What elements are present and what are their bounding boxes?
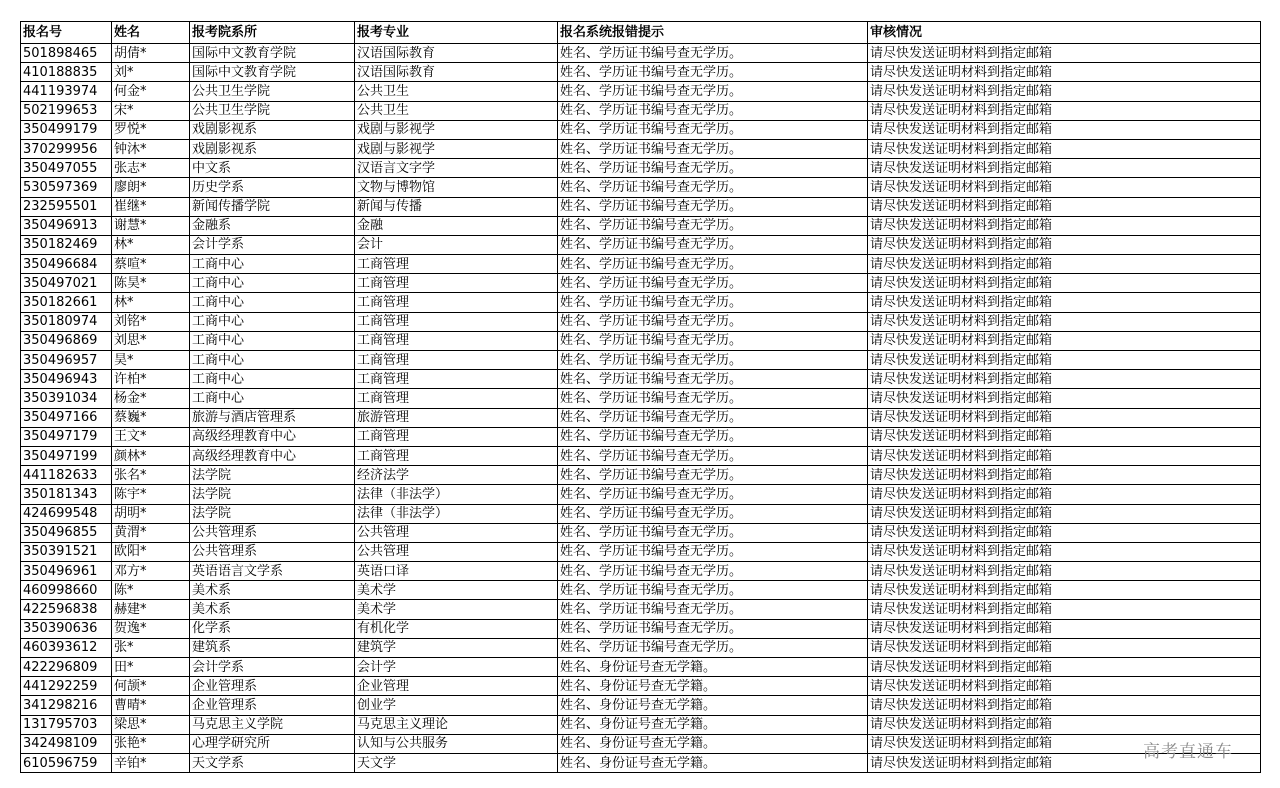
name-cell: 刘* [112, 63, 190, 82]
major-cell: 有机化学 [355, 619, 558, 638]
review-status-cell: 请尽快发送证明材料到指定邮箱 [868, 504, 1261, 523]
name-cell: 蔡喧* [112, 255, 190, 274]
review-status-cell: 请尽快发送证明材料到指定邮箱 [868, 312, 1261, 331]
major-cell: 认知与公共服务 [355, 734, 558, 753]
review-status-cell: 请尽快发送证明材料到指定邮箱 [868, 446, 1261, 465]
department-cell: 心理学研究所 [190, 734, 355, 753]
department-cell: 公共卫生学院 [190, 101, 355, 120]
name-cell: 邓方* [112, 562, 190, 581]
registration-number-cell: 232595501 [21, 197, 112, 216]
department-cell: 会计学系 [190, 235, 355, 254]
department-cell: 工商中心 [190, 351, 355, 370]
table-row [21, 216, 1261, 235]
table-row [21, 120, 1261, 139]
review-status-cell: 请尽快发送证明材料到指定邮箱 [868, 235, 1261, 254]
department-cell: 工商中心 [190, 370, 355, 389]
registration-number-cell: 350391521 [21, 542, 112, 561]
department-cell: 工商中心 [190, 312, 355, 331]
review-status-cell: 请尽快发送证明材料到指定邮箱 [868, 370, 1261, 389]
system-error-cell: 姓名、学历证书编号查无学历。 [558, 562, 868, 581]
registration-number-cell: 370299956 [21, 139, 112, 158]
review-status-cell: 请尽快发送证明材料到指定邮箱 [868, 466, 1261, 485]
major-cell: 戏剧与影视学 [355, 139, 558, 158]
registration-number-cell: 502199653 [21, 101, 112, 120]
table-row [21, 658, 1261, 677]
registration-number-cell: 350497055 [21, 159, 112, 178]
system-error-cell: 姓名、学历证书编号查无学历。 [558, 638, 868, 657]
department-cell: 化学系 [190, 619, 355, 638]
registration-number-cell: 131795703 [21, 715, 112, 734]
major-cell: 旅游管理 [355, 408, 558, 427]
table-row [21, 523, 1261, 542]
department-cell: 工商中心 [190, 274, 355, 293]
table-row [21, 235, 1261, 254]
name-cell: 林* [112, 235, 190, 254]
table-row [21, 427, 1261, 446]
department-cell: 法学院 [190, 504, 355, 523]
name-cell: 陈宇* [112, 485, 190, 504]
registration-number-cell: 350499179 [21, 120, 112, 139]
name-cell: 杨金* [112, 389, 190, 408]
system-error-cell: 姓名、学历证书编号查无学历。 [558, 139, 868, 158]
table-row [21, 178, 1261, 197]
review-status-cell: 请尽快发送证明材料到指定邮箱 [868, 638, 1261, 657]
review-status-cell: 请尽快发送证明材料到指定邮箱 [868, 63, 1261, 82]
name-cell: 钟沐* [112, 139, 190, 158]
registration-number-cell: 350496855 [21, 523, 112, 542]
department-cell: 工商中心 [190, 389, 355, 408]
review-status-cell: 请尽快发送证明材料到指定邮箱 [868, 581, 1261, 600]
registration-number-cell: 350182661 [21, 293, 112, 312]
system-error-cell: 姓名、学历证书编号查无学历。 [558, 44, 868, 63]
registration-number-cell: 350180974 [21, 312, 112, 331]
header-system-error: 报名系统报错提示 [558, 22, 868, 44]
registration-number-cell: 350497021 [21, 274, 112, 293]
major-cell: 会计 [355, 235, 558, 254]
system-error-cell: 姓名、身份证号查无学籍。 [558, 715, 868, 734]
review-status-cell: 请尽快发送证明材料到指定邮箱 [868, 715, 1261, 734]
department-cell: 法学院 [190, 466, 355, 485]
table-row [21, 600, 1261, 619]
department-cell: 美术系 [190, 581, 355, 600]
system-error-cell: 姓名、学历证书编号查无学历。 [558, 216, 868, 235]
major-cell: 金融 [355, 216, 558, 235]
name-cell: 胡明* [112, 504, 190, 523]
header-review-status: 审核情况 [868, 22, 1261, 44]
major-cell: 工商管理 [355, 427, 558, 446]
major-cell: 汉语言文字学 [355, 159, 558, 178]
table-row [21, 753, 1261, 772]
name-cell: 张艳* [112, 734, 190, 753]
table-row [21, 82, 1261, 101]
header-registration-number: 报名号 [21, 22, 112, 44]
major-cell: 会计学 [355, 658, 558, 677]
major-cell: 建筑学 [355, 638, 558, 657]
registration-number-cell: 350496684 [21, 255, 112, 274]
review-status-cell: 请尽快发送证明材料到指定邮箱 [868, 658, 1261, 677]
name-cell: 胡倩* [112, 44, 190, 63]
table-row [21, 331, 1261, 350]
table-row [21, 312, 1261, 331]
major-cell: 新闻与传播 [355, 197, 558, 216]
system-error-cell: 姓名、身份证号查无学籍。 [558, 658, 868, 677]
name-cell: 许柏* [112, 370, 190, 389]
table-header-row [21, 22, 1261, 44]
major-cell: 公共管理 [355, 523, 558, 542]
major-cell: 汉语国际教育 [355, 63, 558, 82]
department-cell: 高级经理教育中心 [190, 427, 355, 446]
registration-number-cell: 460998660 [21, 581, 112, 600]
registration-number-cell: 410188835 [21, 63, 112, 82]
major-cell: 工商管理 [355, 293, 558, 312]
system-error-cell: 姓名、学历证书编号查无学历。 [558, 235, 868, 254]
registration-number-cell: 350496957 [21, 351, 112, 370]
registration-number-cell: 501898465 [21, 44, 112, 63]
system-error-cell: 姓名、学历证书编号查无学历。 [558, 293, 868, 312]
name-cell: 张* [112, 638, 190, 657]
name-cell: 辛铂* [112, 753, 190, 772]
review-status-cell: 请尽快发送证明材料到指定邮箱 [868, 82, 1261, 101]
department-cell: 马克思主义学院 [190, 715, 355, 734]
department-cell: 公共管理系 [190, 523, 355, 542]
name-cell: 廖朗* [112, 178, 190, 197]
major-cell: 美术学 [355, 600, 558, 619]
registration-number-cell: 350390636 [21, 619, 112, 638]
major-cell: 英语口译 [355, 562, 558, 581]
department-cell: 工商中心 [190, 293, 355, 312]
name-cell: 王文* [112, 427, 190, 446]
major-cell: 企业管理 [355, 677, 558, 696]
department-cell: 金融系 [190, 216, 355, 235]
registration-number-cell: 441193974 [21, 82, 112, 101]
system-error-cell: 姓名、学历证书编号查无学历。 [558, 101, 868, 120]
system-error-cell: 姓名、学历证书编号查无学历。 [558, 466, 868, 485]
department-cell: 新闻传播学院 [190, 197, 355, 216]
registration-number-cell: 350496943 [21, 370, 112, 389]
system-error-cell: 姓名、学历证书编号查无学历。 [558, 331, 868, 350]
review-status-cell: 请尽快发送证明材料到指定邮箱 [868, 351, 1261, 370]
system-error-cell: 姓名、身份证号查无学籍。 [558, 753, 868, 772]
major-cell: 创业学 [355, 696, 558, 715]
system-error-cell: 姓名、学历证书编号查无学历。 [558, 197, 868, 216]
name-cell: 何金* [112, 82, 190, 101]
review-status-cell: 请尽快发送证明材料到指定邮箱 [868, 389, 1261, 408]
major-cell: 工商管理 [355, 370, 558, 389]
review-status-cell: 请尽快发送证明材料到指定邮箱 [868, 485, 1261, 504]
registration-number-cell: 424699548 [21, 504, 112, 523]
system-error-cell: 姓名、学历证书编号查无学历。 [558, 600, 868, 619]
review-status-cell: 请尽快发送证明材料到指定邮箱 [868, 159, 1261, 178]
department-cell: 工商中心 [190, 331, 355, 350]
table-row [21, 715, 1261, 734]
major-cell: 戏剧与影视学 [355, 120, 558, 139]
review-status-cell: 请尽快发送证明材料到指定邮箱 [868, 255, 1261, 274]
registration-number-cell: 441292259 [21, 677, 112, 696]
system-error-cell: 姓名、学历证书编号查无学历。 [558, 427, 868, 446]
name-cell: 刘思* [112, 331, 190, 350]
department-cell: 天文学系 [190, 753, 355, 772]
name-cell: 刘铭* [112, 312, 190, 331]
major-cell: 工商管理 [355, 389, 558, 408]
major-cell: 天文学 [355, 753, 558, 772]
name-cell: 欧阳* [112, 542, 190, 561]
major-cell: 文物与博物馆 [355, 178, 558, 197]
registration-number-cell: 610596759 [21, 753, 112, 772]
review-status-cell: 请尽快发送证明材料到指定邮箱 [868, 331, 1261, 350]
registration-number-cell: 341298216 [21, 696, 112, 715]
review-status-cell: 请尽快发送证明材料到指定邮箱 [868, 178, 1261, 197]
major-cell: 工商管理 [355, 255, 558, 274]
review-status-cell: 请尽快发送证明材料到指定邮箱 [868, 677, 1261, 696]
table-row [21, 159, 1261, 178]
table-row [21, 677, 1261, 696]
registration-number-cell: 422596838 [21, 600, 112, 619]
department-cell: 旅游与酒店管理系 [190, 408, 355, 427]
major-cell: 公共卫生 [355, 101, 558, 120]
major-cell: 公共管理 [355, 542, 558, 561]
system-error-cell: 姓名、学历证书编号查无学历。 [558, 370, 868, 389]
name-cell: 曹晴* [112, 696, 190, 715]
review-status-cell: 请尽快发送证明材料到指定邮箱 [868, 197, 1261, 216]
name-cell: 崔继* [112, 197, 190, 216]
name-cell: 梁思* [112, 715, 190, 734]
table-row [21, 466, 1261, 485]
system-error-cell: 姓名、学历证书编号查无学历。 [558, 523, 868, 542]
name-cell: 颜林* [112, 446, 190, 465]
department-cell: 美术系 [190, 600, 355, 619]
major-cell: 工商管理 [355, 351, 558, 370]
name-cell: 贺逸* [112, 619, 190, 638]
name-cell: 张志* [112, 159, 190, 178]
major-cell: 工商管理 [355, 446, 558, 465]
name-cell: 林* [112, 293, 190, 312]
major-cell: 汉语国际教育 [355, 44, 558, 63]
name-cell: 宋* [112, 101, 190, 120]
table-row [21, 44, 1261, 63]
major-cell: 马克思主义理论 [355, 715, 558, 734]
registration-number-cell: 350182469 [21, 235, 112, 254]
major-cell: 法律（非法学） [355, 485, 558, 504]
registration-number-cell: 342498109 [21, 734, 112, 753]
department-cell: 公共卫生学院 [190, 82, 355, 101]
review-status-cell: 请尽快发送证明材料到指定邮箱 [868, 120, 1261, 139]
review-status-cell: 请尽快发送证明材料到指定邮箱 [868, 216, 1261, 235]
table-row [21, 696, 1261, 715]
major-cell: 工商管理 [355, 274, 558, 293]
review-status-cell: 请尽快发送证明材料到指定邮箱 [868, 523, 1261, 542]
review-status-cell: 请尽快发送证明材料到指定邮箱 [868, 408, 1261, 427]
registration-number-cell: 350496961 [21, 562, 112, 581]
system-error-cell: 姓名、学历证书编号查无学历。 [558, 408, 868, 427]
table-row [21, 638, 1261, 657]
major-cell: 美术学 [355, 581, 558, 600]
system-error-cell: 姓名、学历证书编号查无学历。 [558, 120, 868, 139]
department-cell: 国际中文教育学院 [190, 63, 355, 82]
major-cell: 公共卫生 [355, 82, 558, 101]
name-cell: 谢慧* [112, 216, 190, 235]
system-error-cell: 姓名、学历证书编号查无学历。 [558, 312, 868, 331]
review-status-cell: 请尽快发送证明材料到指定邮箱 [868, 562, 1261, 581]
review-status-cell: 请尽快发送证明材料到指定邮箱 [868, 293, 1261, 312]
department-cell: 戏剧影视系 [190, 120, 355, 139]
department-cell: 历史学系 [190, 178, 355, 197]
review-status-cell: 请尽快发送证明材料到指定邮箱 [868, 427, 1261, 446]
department-cell: 工商中心 [190, 255, 355, 274]
table-row [21, 274, 1261, 293]
registration-number-cell: 350497199 [21, 446, 112, 465]
name-cell: 何颉* [112, 677, 190, 696]
system-error-cell: 姓名、身份证号查无学籍。 [558, 677, 868, 696]
header-major: 报考专业 [355, 22, 558, 44]
header-name: 姓名 [112, 22, 190, 44]
name-cell: 黄渭* [112, 523, 190, 542]
applicant-review-table [20, 21, 1261, 773]
review-status-cell: 请尽快发送证明材料到指定邮箱 [868, 101, 1261, 120]
name-cell: 罗悦* [112, 120, 190, 139]
system-error-cell: 姓名、学历证书编号查无学历。 [558, 255, 868, 274]
system-error-cell: 姓名、学历证书编号查无学历。 [558, 504, 868, 523]
system-error-cell: 姓名、学历证书编号查无学历。 [558, 581, 868, 600]
registration-number-cell: 422296809 [21, 658, 112, 677]
table-row [21, 581, 1261, 600]
system-error-cell: 姓名、身份证号查无学籍。 [558, 734, 868, 753]
registration-number-cell: 350497179 [21, 427, 112, 446]
name-cell: 田* [112, 658, 190, 677]
registration-number-cell: 441182633 [21, 466, 112, 485]
system-error-cell: 姓名、学历证书编号查无学历。 [558, 446, 868, 465]
table-row [21, 619, 1261, 638]
table-row [21, 63, 1261, 82]
name-cell: 陈* [112, 581, 190, 600]
system-error-cell: 姓名、学历证书编号查无学历。 [558, 389, 868, 408]
table-row [21, 562, 1261, 581]
review-status-cell: 请尽快发送证明材料到指定邮箱 [868, 696, 1261, 715]
name-cell: 张名* [112, 466, 190, 485]
major-cell: 工商管理 [355, 331, 558, 350]
registration-number-cell: 350497166 [21, 408, 112, 427]
major-cell: 工商管理 [355, 312, 558, 331]
registration-number-cell: 350496869 [21, 331, 112, 350]
system-error-cell: 姓名、学历证书编号查无学历。 [558, 351, 868, 370]
review-status-cell: 请尽快发送证明材料到指定邮箱 [868, 619, 1261, 638]
system-error-cell: 姓名、学历证书编号查无学历。 [558, 542, 868, 561]
system-error-cell: 姓名、学历证书编号查无学历。 [558, 274, 868, 293]
registration-number-cell: 350181343 [21, 485, 112, 504]
system-error-cell: 姓名、学历证书编号查无学历。 [558, 178, 868, 197]
table-row [21, 734, 1261, 753]
review-status-cell: 请尽快发送证明材料到指定邮箱 [868, 44, 1261, 63]
department-cell: 企业管理系 [190, 696, 355, 715]
table-body [21, 44, 1261, 773]
department-cell: 国际中文教育学院 [190, 44, 355, 63]
header-department: 报考院系所 [190, 22, 355, 44]
name-cell: 赫建* [112, 600, 190, 619]
system-error-cell: 姓名、学历证书编号查无学历。 [558, 159, 868, 178]
review-status-cell: 请尽快发送证明材料到指定邮箱 [868, 734, 1261, 753]
registration-number-cell: 350496913 [21, 216, 112, 235]
system-error-cell: 姓名、身份证号查无学籍。 [558, 696, 868, 715]
department-cell: 法学院 [190, 485, 355, 504]
table-row [21, 542, 1261, 561]
table-row [21, 197, 1261, 216]
department-cell: 会计学系 [190, 658, 355, 677]
registration-number-cell: 350391034 [21, 389, 112, 408]
department-cell: 中文系 [190, 159, 355, 178]
table-row [21, 389, 1261, 408]
review-status-cell: 请尽快发送证明材料到指定邮箱 [868, 753, 1261, 772]
major-cell: 法律（非法学） [355, 504, 558, 523]
major-cell: 经济法学 [355, 466, 558, 485]
table-row [21, 485, 1261, 504]
registration-number-cell: 530597369 [21, 178, 112, 197]
table-row [21, 139, 1261, 158]
name-cell: 昊* [112, 351, 190, 370]
department-cell: 企业管理系 [190, 677, 355, 696]
department-cell: 公共管理系 [190, 542, 355, 561]
table-row [21, 504, 1261, 523]
table-row [21, 446, 1261, 465]
system-error-cell: 姓名、学历证书编号查无学历。 [558, 619, 868, 638]
review-status-cell: 请尽快发送证明材料到指定邮箱 [868, 542, 1261, 561]
department-cell: 建筑系 [190, 638, 355, 657]
review-status-cell: 请尽快发送证明材料到指定邮箱 [868, 274, 1261, 293]
name-cell: 陈昊* [112, 274, 190, 293]
table-row [21, 101, 1261, 120]
department-cell: 戏剧影视系 [190, 139, 355, 158]
name-cell: 蔡巍* [112, 408, 190, 427]
registration-number-cell: 460393612 [21, 638, 112, 657]
department-cell: 高级经理教育中心 [190, 446, 355, 465]
watermark-text: 高考直通车 [1143, 742, 1233, 762]
review-status-cell: 请尽快发送证明材料到指定邮箱 [868, 600, 1261, 619]
table-row [21, 408, 1261, 427]
system-error-cell: 姓名、学历证书编号查无学历。 [558, 82, 868, 101]
table-row [21, 255, 1261, 274]
table-row [21, 351, 1261, 370]
review-status-cell: 请尽快发送证明材料到指定邮箱 [868, 139, 1261, 158]
system-error-cell: 姓名、学历证书编号查无学历。 [558, 63, 868, 82]
table-row [21, 293, 1261, 312]
system-error-cell: 姓名、学历证书编号查无学历。 [558, 485, 868, 504]
table-row [21, 370, 1261, 389]
department-cell: 英语语言文学系 [190, 562, 355, 581]
